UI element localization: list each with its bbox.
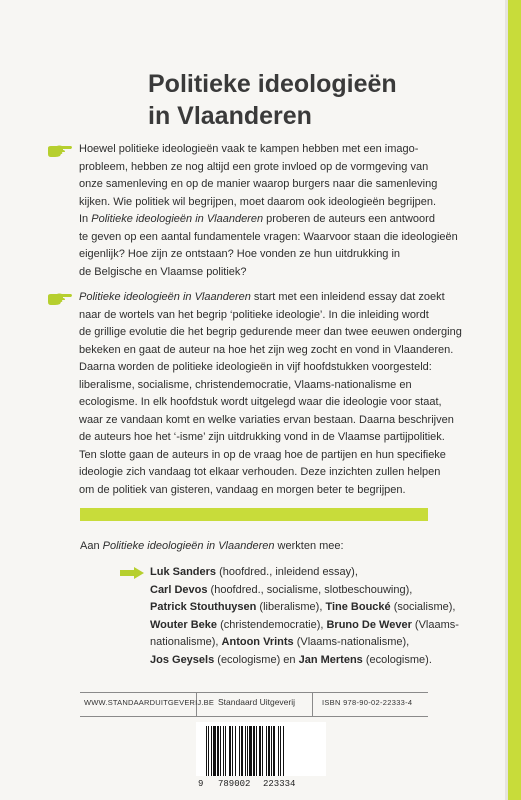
pointing-hand-icon xyxy=(47,292,73,306)
arrow-right-icon xyxy=(120,567,144,579)
p1-line: onze samenleving en op de manier waarop burgers naar die samenleving xyxy=(79,178,438,190)
contributor-role: (liberalisme), xyxy=(256,601,326,613)
contributor-name: Jan Mertens xyxy=(298,653,363,666)
publisher-website: WWW.STANDAARDUITGEVERIJ.BE xyxy=(84,698,215,707)
p1-line: eigenlijk? Hoe zijn ze ontstaan? Hoe vonden ze hun uitdrukking in xyxy=(79,248,401,260)
book-title-italic: Politieke ideologieën in Vlaanderen xyxy=(91,213,264,225)
description-paragraph-2 xyxy=(79,289,462,499)
p2-line: om de politiek van gisteren, vandaag en morgen beter te begrijpen. xyxy=(79,483,406,496)
p1-line: kijken. Wie politiek wil begrijpen, moet daarom ook ideologieën begrijpen. xyxy=(79,195,437,208)
barcode-bars xyxy=(206,726,316,776)
p2-line: ecologisme. In elk hoofdstuk wordt uitgelegd waar die ideologie voor staat, xyxy=(79,396,442,408)
contributor-role: (ecologisme). xyxy=(362,653,432,666)
contributor-role: (christendemocratie), xyxy=(217,618,327,631)
contributor-role: (ecologisme) en xyxy=(214,653,299,666)
p2-text: start met een inleidend essay dat zoekt xyxy=(250,291,445,303)
contributor-name: Tine Boucké xyxy=(325,601,391,613)
p2-line: de grillige evolutie die het begrip gedurende meer dan twee eeuwen onderging xyxy=(79,326,462,338)
p1-line: Hoewel politieke ideologieën vaak te kampen hebben met een imago- xyxy=(79,143,419,155)
p2-line: bekeken en gaat de auteur na hoe het zijn weg zocht en vond in Vlaanderen. xyxy=(79,343,454,356)
contributor-name: Luk Sanders xyxy=(150,566,217,578)
p1-line: te geven op een aantal fundamentele vragen: Waarvoor staan die ideologieën xyxy=(79,230,458,243)
accent-divider-bar xyxy=(80,508,428,521)
contributor-line xyxy=(150,599,459,617)
p2-line: Daarna worden de politieke ideologieën in vijf hoofdstukken voorgesteld: xyxy=(79,361,432,373)
intro-text: Aan xyxy=(80,540,103,552)
contributor-name: Jos Geysels xyxy=(150,653,215,666)
contributor-role: (hoofdred., socialisme, slotbeschouwing), xyxy=(207,583,413,596)
footer-rule-bottom xyxy=(80,716,428,717)
barcode-digits-left: 789002 xyxy=(218,779,251,789)
p1-line: de Belgische en Vlaamse politiek? xyxy=(79,265,247,278)
book-title-line-2: in Vlaanderen xyxy=(148,102,312,130)
publisher-name: Standaard Uitgeverij xyxy=(218,697,296,707)
p1-line: probleem, hebben ze nog altijd een grote invloed op de vormgeving van xyxy=(79,160,429,173)
isbn-barcode xyxy=(196,722,326,776)
contributor-role: (Vlaams- xyxy=(411,618,459,631)
p2-line: liberalisme, socialisme, christendemocratie, Vlaams-nationalisme en xyxy=(79,378,412,391)
contributor-role: nationalisme), xyxy=(150,636,222,648)
pointing-hand-icon xyxy=(47,144,73,158)
barcode-digits-right: 223334 xyxy=(263,779,296,789)
contributor-line xyxy=(150,564,459,582)
contributor-name: Bruno De Wever xyxy=(326,618,412,631)
contributor-name: Wouter Beke xyxy=(150,618,218,631)
p1-text: In xyxy=(79,213,92,225)
p1-text: proberen de auteurs een antwoord xyxy=(263,213,435,225)
contributor-name: Patrick Stouthuysen xyxy=(150,601,257,613)
p2-line: Ten slotte gaan de auteurs in op de vraag hoe de partijen en hun specifieke xyxy=(79,448,446,461)
p2-line: ideologie zich vandaag tot elkaar verhouden. Deze inzichten zullen helpen xyxy=(79,466,441,478)
book-title-italic: Politieke ideologieën in Vlaanderen xyxy=(102,540,275,552)
contributor-name: Carl Devos xyxy=(150,583,208,596)
contributor-name: Antoon Vrints xyxy=(221,636,294,648)
intro-text: werkten mee: xyxy=(274,540,344,552)
contributor-role: (hoofdred., inleidend essay), xyxy=(216,566,358,578)
isbn-number: ISBN 978-90-02-22333-4 xyxy=(322,698,413,707)
footer-rule-top xyxy=(80,692,428,693)
contributors-list xyxy=(150,564,459,669)
contributor-line xyxy=(150,634,459,652)
contributor-line xyxy=(150,617,459,635)
p1-line xyxy=(79,211,439,229)
contributor-role: (socialisme), xyxy=(390,601,456,613)
p2-line xyxy=(79,289,445,307)
p2-line: waar ze vandaan komt en welke variaties ervan bestaan. Daarna beschrijven xyxy=(79,413,454,426)
p2-line: naar de wortels van het begrip ‘politieke ideologie’. In die inleiding wordt xyxy=(79,308,429,321)
accent-edge-stripe xyxy=(508,0,521,800)
description-paragraph-1 xyxy=(79,141,458,281)
book-title-italic: Politieke ideologieën in Vlaanderen xyxy=(79,291,251,303)
contributors-intro xyxy=(80,540,344,552)
barcode-digit-prefix: 9 xyxy=(198,779,204,789)
contributor-line xyxy=(150,582,459,600)
footer-separator xyxy=(312,692,313,716)
p2-line: de auteurs hoe het ‘-isme’ zijn uitdrukking vond in de Vlaamse partijpolitiek. xyxy=(79,431,445,443)
book-title xyxy=(148,68,468,132)
contributor-line xyxy=(150,652,459,670)
book-title-line-1: Politieke ideologieën xyxy=(148,70,397,98)
contributor-role: (Vlaams-nationalisme), xyxy=(293,636,410,648)
